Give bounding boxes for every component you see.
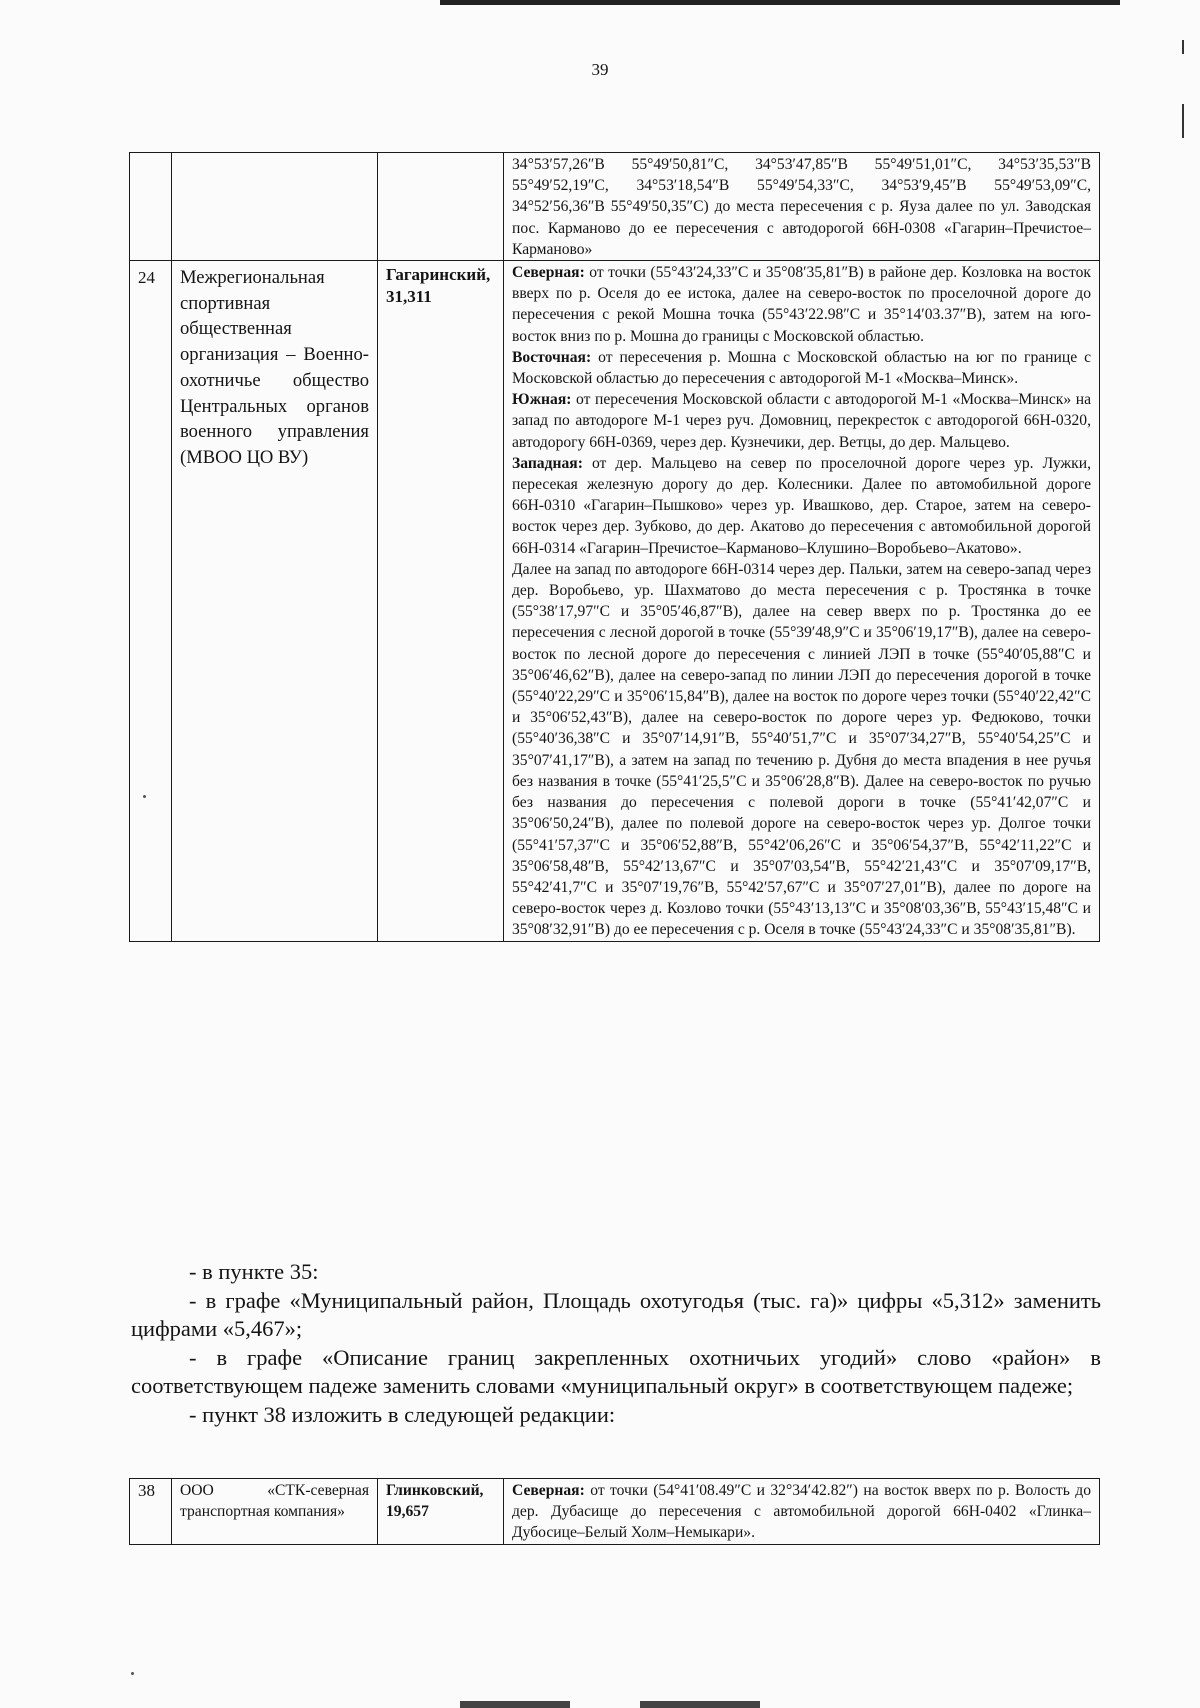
- cell-organization: ООО «СТК-северная транспортная компания»: [172, 1479, 378, 1545]
- cell-boundary-description: [504, 1479, 1100, 1545]
- boundary-label: Южная:: [512, 391, 572, 409]
- amendment-item-35-area: - в графе «Муниципальный район, Площадь охотугодья (тыс. га)» цифры «5,312» заменить цифрами «5,467»;: [131, 1287, 1101, 1341]
- cell-number: 24: [130, 261, 172, 942]
- scan-speck: [143, 795, 146, 798]
- amendment-item-35-description: - в графе «Описание границ закрепленных охотничьих угодий» слово «район» в соответствующем падеже заменить словами «муниципальный округ» в соответствующем падеже;: [131, 1344, 1101, 1398]
- boundary-west: [512, 453, 1091, 559]
- hunting-grounds-table-top: [129, 152, 1100, 942]
- amendment-item-38: - пункт 38 изложить в следующей редакции:: [189, 1401, 616, 1427]
- scan-artifact-bottom: [460, 1701, 570, 1708]
- cell-boundary-description: [504, 261, 1100, 942]
- boundary-text: от пересечения р. Мошна с Московской областью на юг по границе с Московской областью до пересечения с автодорогой М-1 «Москва–Минск».: [512, 348, 1091, 388]
- scan-speck: [131, 1672, 134, 1675]
- cell-district-area: Гагаринский, 31,311: [378, 261, 504, 942]
- cell-number: 38: [130, 1479, 172, 1545]
- table-row-continuation: [130, 153, 1100, 261]
- scan-artifact-tick: [1182, 104, 1184, 138]
- hunting-grounds-table-bottom: [129, 1478, 1100, 1545]
- amendment-text: [131, 1258, 1101, 1429]
- boundary-east: [512, 347, 1091, 389]
- cell-organization: Межрегиональная спортивная общественная организация – Военно-охотничье общество Центральных органов военного управления (МВОО ЦО ВУ): [172, 261, 378, 942]
- boundary-text: от точки (55°43′24,33″С и 35°08′35,81″В) в районе дер. Козловка на восток вверх по р. Оселя до ее истока, далее на северо-восток по проселочной дороге до пересечения с рекой Мошна точка (55°43′22.98″С и 35°14′03.37″В), затем на юго-восток вниз по р. Мошна до границы с Московской областью.: [512, 264, 1091, 345]
- boundary-text: от пересечения Московской области с автодорогой М-1 «Москва–Минск» на запад по автодороге М-1 через руч. Домовниц, перекресток с автодорогой 66Н-0320, автодорогу 66Н-0369, через дер. Кузнечики, дер. Ветцы, до дер. Мальцево.: [512, 391, 1091, 451]
- boundary-label: Северная:: [512, 264, 585, 282]
- scan-artifact-bottom: [640, 1701, 760, 1708]
- cell-boundary-description: 34°53′57,26″В 55°49′50,81″С, 34°53′47,85″В 55°49′51,01″С, 34°53′35,53″В 55°49′52,19″С, 34°53′18,54″В 55°49′54,33″С, 34°53′9,45″В 55°49′53,09″С, 34°52′56,36″В 55°49′50,35″С) до места пересечения с р. Яуза далее по ул. Заводская пос. Карманово до ее пересечения с автодорогой 66Н-0308 «Гагарин–Пречистое–Карманово»: [504, 153, 1100, 261]
- cell-district-area: [378, 153, 504, 261]
- scan-artifact-top-line: [440, 0, 1120, 5]
- boundary-text: от дер. Мальцево на север по проселочной дороге через ур. Лужки, пересекая железную дорогу до дер. Колесники. Далее по автомобильной дороге 66Н-0310 «Гагарин–Пышково» через ур. Ивашково, дер. Старое, затем на северо-восток через дер. Зубково, до дер. Акатово до пересечения с автомобильной дорогой 66Н-0314 «Гагарин–Пречистое–Карманово–Клушино–Воробьево–Акатово».: [512, 454, 1091, 557]
- amendment-item-35: - в пункте 35:: [189, 1259, 319, 1284]
- boundary-west-continued: Далее на запад по автодороге 66Н-0314 через дер. Пальки, затем на северо-запад через дер. Воробьево, ур. Шахматово до места пересечения с р. Тростянка в точке (55°38′17,97″С и 35°05′46,87″В), далее на север вверх по р. Тростянка до ее пересечения с лесной дорогой в точке (55°39′48,9″С и 35°06′19,17″В), далее на северо-восток по лесной дороге до пересечения с линией ЛЭП в точке (55°40′05,88″С и 35°06′46,62″В), далее на северо-запад по линии ЛЭП до пересечения дорогой в точке (55°40′22,29″С и 35°06′15,84″В), далее на восток по дороге через точки (55°40′22,42″С и 35°06′52,43″В), далее на северо-восток по дороге через ур. Федюково, точки (55°40′36,38″С и 35°07′14,91″В, 55°40′51,7″С и 35°07′34,27″В, 55°40′54,25″С и 35°07′41,17″В), а затем на запад по течению р. Дубня до места впадения в нее ручья без названия в точке (55°41′25,5″С и 35°06′28,8″В). Далее на северо-восток по ручью без названия до пересечения с полевой дороги в точке (55°41′42,07″С и 35°06′50,24″В), далее по полевой дороге на северо-восток через ур. Долгое точки (55°41′57,37″С и 35°06′52,88″В, 55°42′06,26″С и 35°06′54,37″В, 55°42′11,22″С и 35°06′58,48″В, 55°42′13,67″С и 35°07′03,54″В, 55°42′21,43″С и 35°07′09,17″В, 55°42′41,7″С и 35°07′19,76″В, 55°42′57,67″С и 35°07′27,01″В), далее по дороге на северо-восток через д. Козлово точки (55°43′13,13″С и 35°08′03,36″В, 55°43′15,48″С и 35°08′32,91″В) до ее пересечения с р. Оселя в точке (55°43′24,33″С и 35°08′35,81″В).: [512, 560, 1091, 939]
- table-row-24: [130, 261, 1100, 942]
- boundary-north: [512, 262, 1091, 347]
- boundary-text: от точки (54°41′08.49″С и 32°34′42.82″) на восток вверх по р. Волость до дер. Дубасище до пересечения с автомобильной дорогой 66Н-0402 «Глинка–Дубосице–Белый Холм–Немыкари».: [512, 1482, 1091, 1542]
- cell-number: [130, 153, 172, 261]
- page-number: 39: [591, 60, 609, 79]
- scan-artifact-tick: [1182, 40, 1184, 54]
- boundary-label: Северная:: [512, 1482, 585, 1499]
- boundary-south: [512, 389, 1091, 453]
- cell-district-area: Глинковский, 19,657: [378, 1479, 504, 1545]
- boundary-label: Западная:: [512, 454, 583, 472]
- boundary-label: Восточная:: [512, 348, 592, 366]
- cell-organization: [172, 153, 378, 261]
- boundary-north: [512, 1480, 1091, 1544]
- table-row-38: [130, 1479, 1100, 1545]
